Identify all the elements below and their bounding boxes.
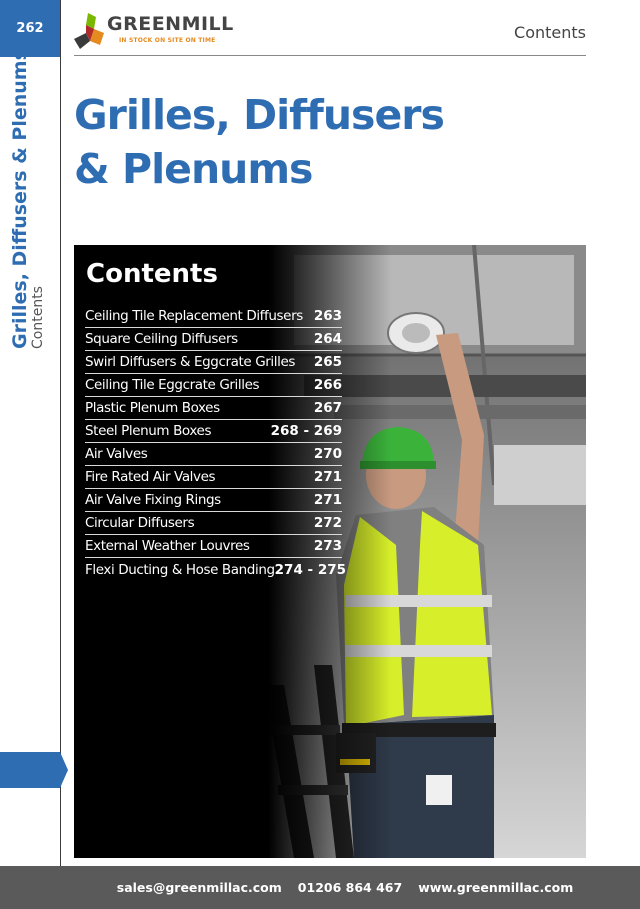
toc-page: 265	[313, 354, 342, 370]
footer-website-link[interactable]: www.greenmillac.com	[418, 880, 574, 895]
toc-label: Air Valve Fixing Rings	[85, 492, 221, 508]
toc-row[interactable]	[85, 535, 342, 558]
page-number: 262	[16, 21, 44, 36]
toc-row[interactable]	[85, 489, 342, 512]
footer-phone: 01206 864 467	[297, 880, 403, 895]
page-title-line-1: Grilles, Diffusers	[74, 91, 444, 139]
footer-contact-bar	[0, 866, 640, 909]
page-title	[74, 88, 584, 196]
toc-page: 271	[313, 492, 342, 508]
toc-page: 274 - 275	[274, 561, 347, 578]
toc-page: 268 - 269	[270, 423, 342, 439]
side-divider	[60, 0, 61, 866]
toc-row[interactable]	[85, 443, 342, 466]
toc-label: External Weather Louvres	[85, 538, 250, 554]
toc-row[interactable]	[85, 512, 342, 535]
header-divider	[74, 55, 586, 56]
toc-row[interactable]	[85, 558, 347, 581]
toc-label: Circular Diffusers	[85, 515, 195, 531]
toc-label: Swirl Diffusers & Eggcrate Grilles	[85, 354, 296, 370]
footer-email-link[interactable]: sales@greenmillac.com	[116, 880, 282, 895]
table-of-contents	[85, 305, 347, 581]
toc-page: 270	[313, 446, 342, 462]
section-tab-marker	[0, 752, 68, 788]
contents-heading: Contents	[86, 259, 218, 289]
toc-row[interactable]	[85, 397, 342, 420]
toc-page: 273	[313, 538, 342, 554]
toc-label: Square Ceiling Diffusers	[85, 331, 238, 347]
toc-page: 266	[313, 377, 342, 393]
toc-page: 263	[313, 308, 342, 324]
toc-row[interactable]	[85, 466, 342, 489]
greenmill-logo	[74, 11, 234, 53]
toc-page: 272	[313, 515, 342, 531]
toc-label: Ceiling Tile Eggcrate Grilles	[85, 377, 260, 393]
toc-page: 267	[313, 400, 342, 416]
toc-label: Flexi Ducting & Hose Banding	[85, 561, 275, 578]
toc-label: Steel Plenum Boxes	[85, 423, 212, 439]
page-title-line-2: & Plenums	[74, 145, 313, 193]
side-section-label	[0, 49, 60, 357]
toc-label: Air Valves	[85, 446, 148, 462]
logo-mark-icon	[74, 11, 108, 51]
header-section-label: Contents	[514, 23, 586, 42]
logo-tagline: IN STOCK ON SITE ON TIME	[119, 37, 216, 44]
toc-label: Plastic Plenum Boxes	[85, 400, 220, 416]
side-section-title: Grilles, Diffusers & Plenums	[9, 49, 31, 349]
toc-row[interactable]	[85, 420, 342, 443]
toc-page: 271	[313, 469, 342, 485]
toc-page: 264	[313, 331, 342, 347]
toc-row[interactable]	[85, 351, 342, 374]
logo-wordmark: GREENMILL	[107, 13, 234, 35]
toc-label: Ceiling Tile Replacement Diffusers	[85, 308, 303, 324]
side-section-subtitle: Contents	[30, 286, 46, 349]
toc-row[interactable]	[85, 328, 342, 351]
toc-row[interactable]	[85, 305, 342, 328]
toc-row[interactable]	[85, 374, 342, 397]
toc-label: Fire Rated Air Valves	[85, 469, 216, 485]
